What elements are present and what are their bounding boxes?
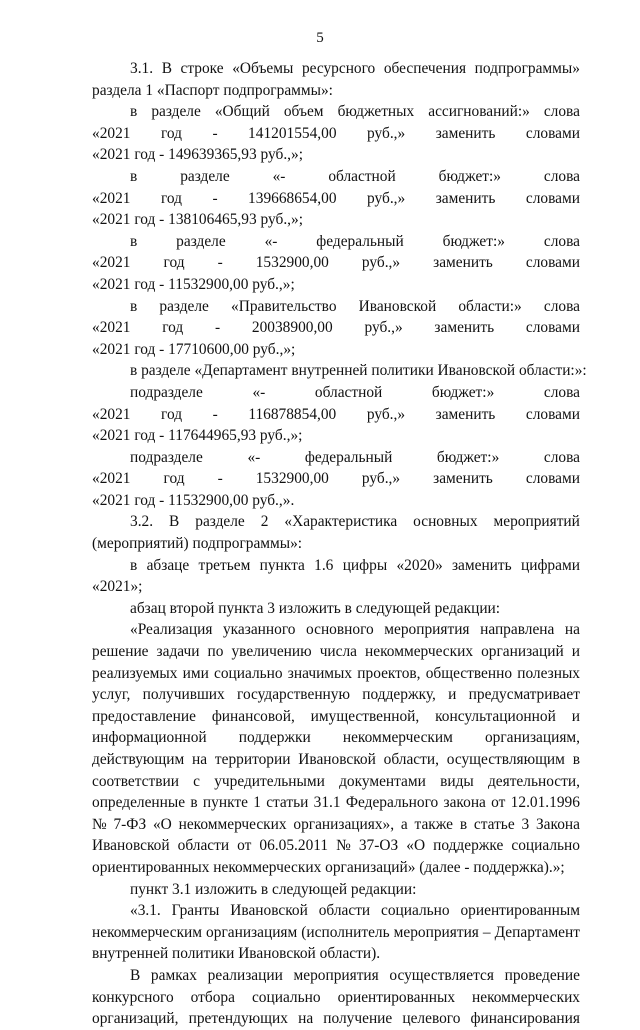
word: и: [448, 686, 457, 704]
word: мероприятий: [493, 513, 580, 531]
word: получивших: [142, 686, 225, 704]
word: ими: [182, 664, 209, 682]
word: на: [192, 751, 208, 768]
word: области:»: [458, 297, 522, 315]
word: руб.,»: [361, 254, 401, 272]
word: 31.1: [313, 794, 341, 812]
text-line: [92, 468, 580, 490]
word: общественно: [425, 664, 513, 682]
word: пункта: [259, 556, 305, 574]
word: увеличению: [231, 643, 312, 661]
text-line: «2021 год - 149639365,93 руб.,»;: [92, 146, 303, 164]
document-body: [92, 58, 587, 1030]
word: 1532900,00: [255, 254, 329, 272]
word: государственную: [237, 686, 350, 704]
word: «2021: [92, 254, 131, 272]
word: социально: [381, 902, 450, 920]
word: предоставление: [92, 707, 196, 725]
text-line: [92, 101, 580, 123]
word: области,: [383, 751, 439, 768]
word: разделе: [180, 167, 230, 185]
word: 1: [253, 794, 261, 812]
text-line: абзац второй пункта 3 изложить в следующей редакции:: [130, 599, 501, 617]
word: поддержки: [238, 729, 311, 747]
word: «2021: [92, 405, 131, 423]
word: поддержку,: [362, 686, 436, 704]
word: области: [177, 837, 230, 855]
word: по: [207, 643, 224, 661]
word: осуществляющим: [446, 751, 565, 768]
text-line: пункт 3.1 изложить в следующей редакции:: [130, 880, 417, 898]
text-line: «2021 год - 117644965,93 руб.,»;: [92, 427, 303, 445]
word: территории: [214, 751, 291, 768]
text-line: [92, 317, 580, 339]
word: имущественной,: [310, 707, 420, 725]
word: областной: [314, 383, 383, 401]
word: некоммерческим: [342, 729, 453, 747]
text-line: [92, 749, 580, 771]
word: 2: [260, 513, 269, 531]
word: 12.01.1996: [510, 794, 580, 812]
text-line: [92, 252, 580, 274]
text-line: [92, 555, 580, 577]
word: реализации: [207, 966, 283, 984]
text-line: [92, 1008, 580, 1030]
word: словами: [525, 124, 580, 142]
word: 3: [521, 815, 530, 833]
text-line: [92, 231, 580, 253]
word: рамках: [150, 966, 197, 984]
word: ориентированным: [460, 902, 580, 920]
word: слова: [543, 103, 580, 121]
word: бюджет:»: [438, 167, 501, 185]
word: от: [491, 794, 506, 812]
word: «3.1.: [130, 902, 161, 920]
text-line: [92, 641, 580, 663]
word: –: [482, 923, 491, 941]
word: бюджет:»: [442, 232, 505, 250]
word: Ивановской: [230, 902, 308, 920]
word: слова: [543, 167, 580, 185]
word: от: [237, 837, 252, 855]
word: ориентированных: [337, 988, 456, 1006]
text-line: [92, 447, 580, 469]
text-line: [92, 619, 580, 641]
word: а: [400, 815, 408, 833]
word: словами: [525, 405, 580, 423]
word: «О: [406, 837, 426, 855]
word: «2021: [92, 124, 131, 142]
text-line: [92, 814, 580, 836]
word: заменить: [451, 556, 512, 574]
word: «2021: [92, 470, 131, 488]
word: мероприятия: [293, 966, 379, 984]
word: основных: [413, 513, 478, 531]
word: деятельности,: [487, 772, 580, 790]
word: абзаце: [146, 556, 190, 574]
word: 20038900,00: [251, 319, 333, 337]
word: «2021: [92, 189, 131, 207]
word: в: [190, 794, 198, 812]
word: слова: [543, 383, 580, 401]
text-line: [92, 166, 580, 188]
word: разделе: [151, 103, 201, 121]
text-line: [92, 965, 580, 987]
word: некоммерческих: [178, 815, 287, 833]
word: основного: [306, 621, 374, 639]
word: 1532900,00: [255, 470, 329, 488]
word: словами: [525, 254, 580, 272]
word: -: [212, 189, 218, 207]
word: В: [169, 513, 180, 531]
text-line: [92, 706, 580, 728]
word: цифры: [342, 556, 388, 574]
word: получение: [323, 1010, 393, 1028]
word: №: [336, 837, 351, 855]
word: проектов,: [357, 664, 421, 682]
word: «2020»: [396, 556, 443, 574]
word: целевого: [402, 1010, 461, 1028]
text-line: «2021»;: [92, 578, 143, 596]
word: бюджет:»: [431, 383, 495, 401]
word: поддержке: [433, 837, 504, 855]
word: предусматривает: [468, 686, 580, 704]
word: в: [130, 232, 138, 250]
word: и: [571, 643, 580, 661]
word: организациям,: [484, 729, 580, 747]
word: «2021: [92, 319, 131, 337]
word: 116878854,00: [248, 405, 337, 423]
word: проведение: [504, 966, 580, 984]
word: 06.05.2011: [259, 837, 329, 855]
word: реализуемых: [92, 664, 178, 682]
text-line: [92, 792, 580, 814]
word: «-: [247, 448, 261, 466]
word: Департамент: [494, 923, 580, 941]
word: закона: [443, 794, 486, 812]
word: «Объемы: [232, 60, 294, 77]
word: -: [217, 254, 223, 272]
word: с: [193, 772, 201, 790]
word: объем: [283, 103, 324, 121]
word: организациям: [206, 923, 298, 941]
text-line: раздела 1 «Паспорт подпрограммы»:: [92, 81, 333, 99]
word: в: [572, 751, 580, 768]
word: разделе: [159, 297, 209, 315]
text-line: [92, 987, 580, 1009]
word: соответствии: [92, 772, 179, 790]
word: пункте: [202, 794, 248, 812]
text-line: [92, 382, 580, 404]
word: организациях»,: [293, 815, 395, 833]
word: направлена: [480, 621, 555, 639]
text-line: [92, 771, 580, 793]
word: на: [298, 1010, 314, 1028]
word: социально: [511, 837, 580, 855]
word: подразделе: [130, 448, 203, 466]
word: строке: [180, 60, 224, 77]
word: финансовой,: [211, 707, 295, 725]
text-line: [92, 123, 580, 145]
word: «Общий: [214, 103, 270, 121]
word: «Характеристика: [284, 513, 398, 531]
text-line: [92, 835, 580, 857]
word: заменить: [435, 405, 496, 423]
word: 1.6: [314, 556, 334, 574]
word: -: [215, 319, 221, 337]
word: словами: [525, 189, 580, 207]
word: (исполнитель: [301, 923, 390, 941]
word: год: [161, 405, 183, 423]
word: словами: [525, 470, 580, 488]
word: «-: [252, 383, 266, 401]
text-line: [92, 188, 580, 210]
word: заменить: [435, 189, 496, 207]
word: подпрограммы»: [474, 60, 580, 77]
word: консультационной: [435, 707, 556, 725]
word: руб.,»: [361, 470, 401, 488]
word: и: [571, 707, 580, 725]
word: руб.,»: [364, 319, 403, 337]
word: некоммерческим: [92, 923, 203, 941]
word: подразделе: [130, 383, 203, 401]
word: слова: [543, 232, 580, 250]
word: ассигнований:»: [428, 103, 530, 121]
text-line: [92, 900, 580, 922]
text-line: «2021 год - 138106465,93 руб.,»;: [92, 211, 303, 229]
word: некоммерческих: [365, 643, 474, 661]
text-line: [92, 922, 580, 944]
word: мероприятия: [384, 621, 470, 639]
word: ресурсного: [301, 60, 376, 77]
word: 139668654,00: [248, 189, 337, 207]
word: 3.1.: [130, 60, 154, 77]
word: решение: [92, 643, 149, 661]
word: федеральный: [304, 448, 393, 466]
word: В: [161, 60, 172, 77]
text-line: [92, 404, 580, 426]
word: «-: [272, 167, 286, 185]
word: указанного: [222, 621, 296, 639]
word: определенные: [92, 794, 186, 812]
word: словами: [525, 319, 580, 337]
word: полезных: [517, 664, 580, 682]
word: осуществляется: [389, 966, 494, 984]
text-line: [92, 727, 580, 749]
word: статье: [473, 815, 515, 833]
text-line: (мероприятий) подпрограммы»:: [92, 535, 303, 553]
word: «Правительство: [231, 297, 337, 315]
word: год: [163, 254, 185, 272]
text-line: «2021 год - 11532900,00 руб.,»;: [92, 275, 295, 293]
word: -: [217, 470, 223, 488]
word: Федерального: [345, 794, 439, 812]
word: 3.2.: [130, 513, 154, 531]
word: Ивановской: [298, 751, 376, 768]
word: заменить: [435, 124, 496, 142]
word: мероприятия: [393, 923, 479, 941]
text-line: [92, 58, 580, 80]
word: -: [212, 405, 218, 423]
word: действующим: [92, 751, 185, 768]
word: отбора: [190, 988, 235, 1006]
word: федеральный: [316, 232, 404, 250]
text-line: «2021 год - 11532900,00 руб.,».: [92, 491, 295, 509]
word: Гранты: [171, 902, 220, 920]
word: документами: [339, 772, 426, 790]
word: слова: [543, 448, 580, 466]
word: «О: [152, 815, 172, 833]
word: 37-ОЗ: [358, 837, 399, 855]
word: учредительными: [214, 772, 325, 790]
word: заменить: [434, 319, 495, 337]
word: также: [414, 815, 454, 833]
text-line: ориентированных некоммерческих организаций» (далее - поддержка).»;: [92, 858, 565, 876]
word: Закона: [535, 815, 580, 833]
text-line: в разделе «Департамент внутренней политики Ивановской области:»:: [130, 362, 587, 380]
word: разделе: [195, 513, 245, 531]
word: претендующих: [188, 1010, 288, 1028]
text-line: [92, 296, 580, 318]
word: информационной: [92, 729, 207, 747]
word: слова: [543, 297, 580, 315]
word: разделе: [176, 232, 226, 250]
word: в: [130, 167, 138, 185]
word: заменить: [433, 470, 493, 488]
word: «Реализация: [130, 621, 213, 639]
word: заменить: [433, 254, 493, 272]
word: №: [92, 815, 107, 833]
word: год: [160, 124, 182, 142]
word: областной: [328, 167, 396, 185]
word: социально: [214, 664, 283, 682]
word: в: [130, 103, 138, 121]
word: в: [130, 556, 138, 574]
word: области: [318, 902, 371, 920]
word: год: [160, 189, 182, 207]
word: в: [130, 297, 138, 315]
page-number: 5: [316, 30, 324, 46]
word: третьем: [198, 556, 251, 574]
word: социально: [251, 988, 321, 1006]
word: «-: [264, 232, 278, 250]
word: год: [162, 319, 184, 337]
word: числа: [319, 643, 358, 661]
text-line: [92, 663, 580, 685]
text-line: [92, 684, 580, 706]
word: виды: [440, 772, 474, 790]
word: задачи: [156, 643, 200, 661]
word: организаций,: [92, 1010, 179, 1028]
word: услуг,: [92, 686, 131, 704]
word: организаций: [481, 643, 564, 661]
word: в: [459, 815, 468, 833]
word: значимых: [287, 664, 353, 682]
word: 141201554,00: [248, 124, 337, 142]
word: руб.,»: [367, 124, 406, 142]
word: В: [130, 966, 141, 984]
word: руб.,»: [366, 405, 406, 423]
word: Ивановской: [358, 297, 437, 315]
word: конкурсного: [92, 988, 174, 1006]
word: Ивановской: [92, 837, 170, 855]
word: руб.,»: [367, 189, 406, 207]
word: на: [564, 621, 580, 639]
word: год: [163, 470, 185, 488]
text-line: «2021 год - 17710600,00 руб.,»;: [92, 340, 296, 358]
word: бюджетных: [337, 103, 415, 121]
text-line: [92, 511, 580, 533]
word: цифрами: [520, 556, 580, 574]
word: 7-ФЗ: [113, 815, 147, 833]
word: обеспечения: [383, 60, 467, 77]
word: некоммерческих: [472, 988, 580, 1006]
word: финансирования: [470, 1010, 580, 1028]
word: статьи: [266, 794, 309, 812]
word: -: [212, 124, 218, 142]
text-line: внутренней политики Ивановской области).: [92, 945, 381, 963]
word: бюджет:»: [436, 448, 500, 466]
